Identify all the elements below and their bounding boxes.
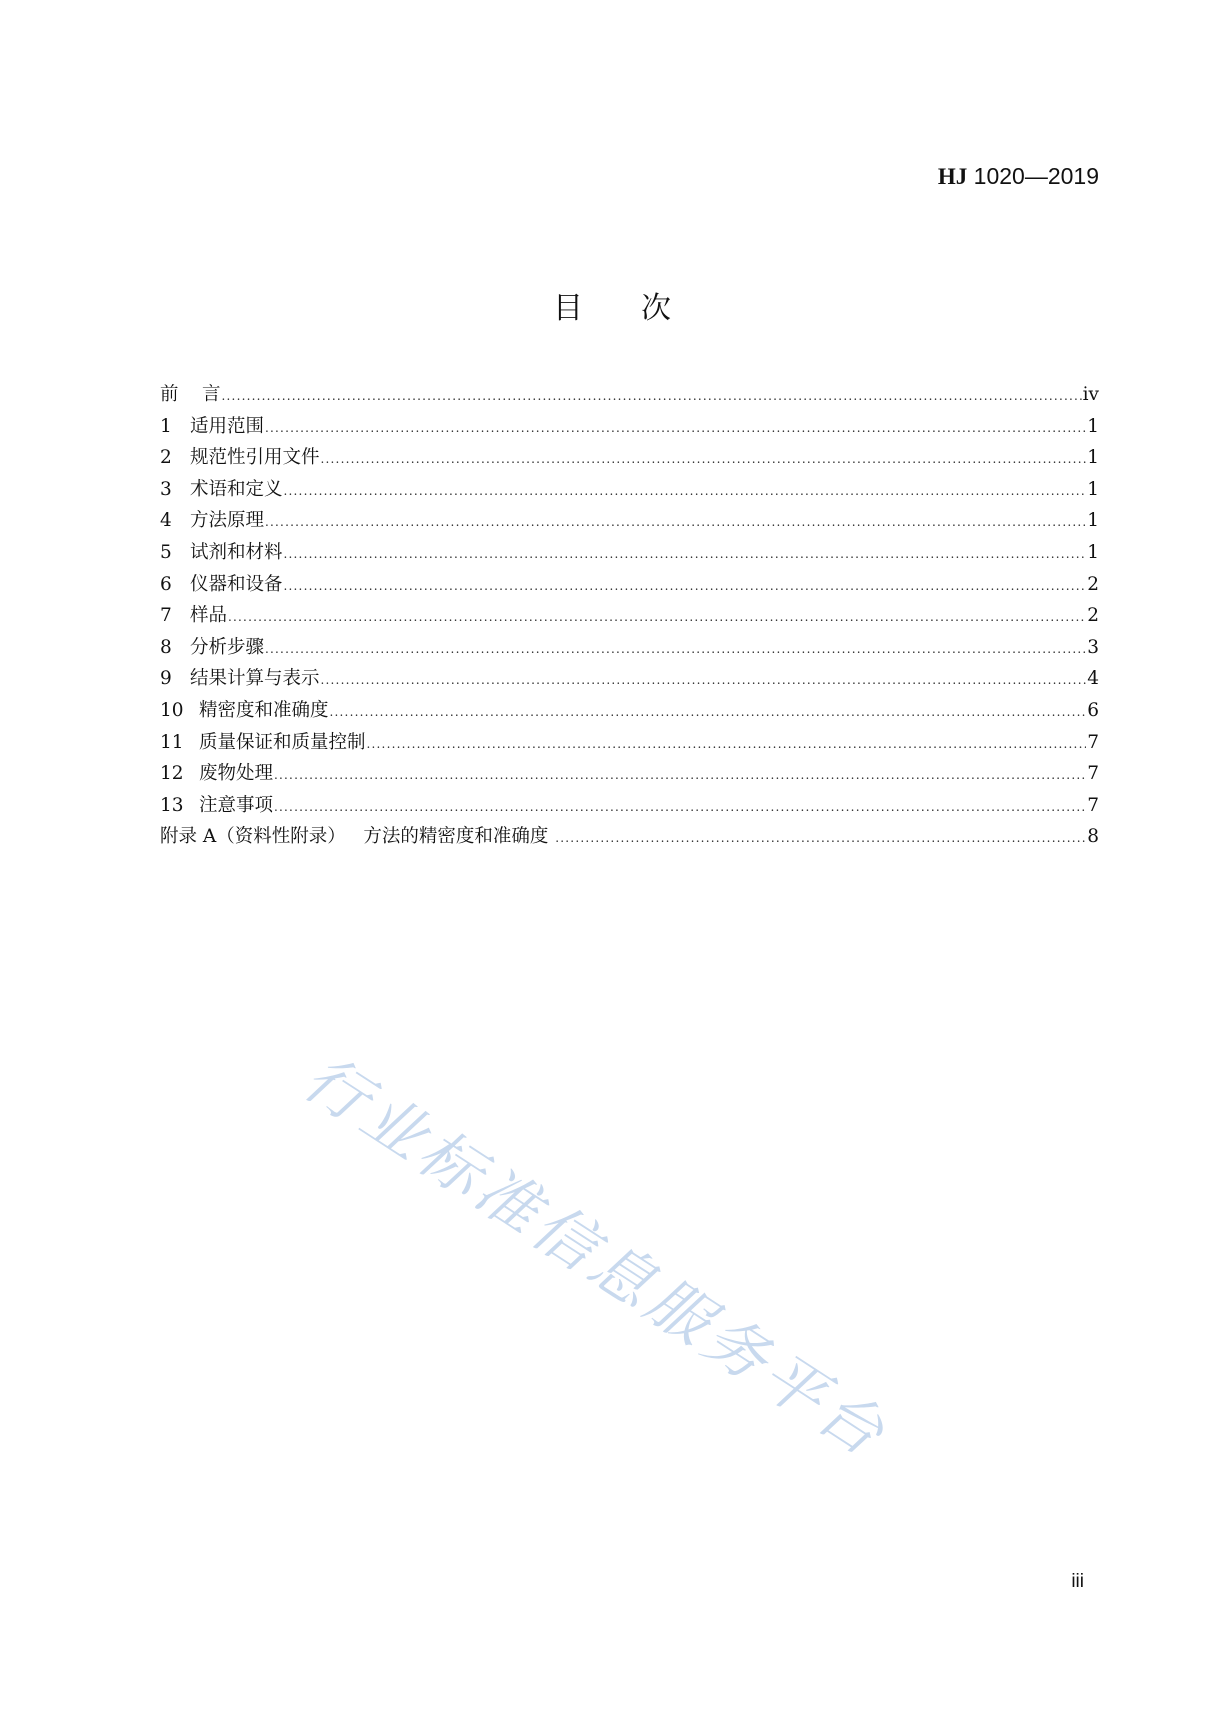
toc-leader-dots bbox=[265, 413, 1086, 445]
toc-entry-label: 废物处理 bbox=[199, 763, 274, 785]
toc-entry-label: 质量保证和质量控制 bbox=[199, 731, 366, 753]
toc-leader-dots bbox=[265, 507, 1086, 539]
toc-entry-page: 1 bbox=[1087, 541, 1099, 563]
toc-entry-label: 方法原理 bbox=[190, 510, 265, 532]
toc-entry-number: 10 bbox=[160, 699, 184, 721]
toc-leader-dots bbox=[284, 539, 1087, 571]
toc-entry-label: 适用范围 bbox=[190, 415, 265, 437]
toc-entry[interactable] bbox=[160, 442, 1099, 474]
toc-entry-page: 7 bbox=[1087, 731, 1099, 753]
toc-leader-dots bbox=[367, 729, 1087, 761]
toc-entry-label: 试剂和材料 bbox=[190, 541, 283, 563]
toc-entry-number: 11 bbox=[160, 731, 184, 753]
toc-entry-label: 附录 A（资料性附录） 方法的精密度和准确度 bbox=[160, 826, 555, 848]
page-title: 目次 bbox=[553, 291, 729, 326]
toc-entry[interactable] bbox=[160, 663, 1099, 695]
toc-leader-dots bbox=[330, 697, 1087, 729]
toc-entry-page: 2 bbox=[1087, 605, 1099, 627]
toc-entry[interactable] bbox=[160, 821, 1099, 853]
page-number: iii bbox=[1071, 1571, 1084, 1592]
toc-entry-number: 6 bbox=[160, 573, 172, 595]
toc-entry[interactable] bbox=[160, 790, 1099, 822]
toc-entry-number: 13 bbox=[160, 794, 184, 816]
toc-entry-label: 结果计算与表示 bbox=[190, 668, 320, 690]
toc-entry-page: 7 bbox=[1087, 794, 1099, 816]
toc-entry[interactable] bbox=[160, 600, 1099, 632]
toc-entry-number: 3 bbox=[160, 478, 172, 500]
standard-code-number: 1020—2019 bbox=[967, 163, 1099, 189]
toc-entry-label: 前 言 bbox=[160, 384, 221, 405]
toc-entry-page: 1 bbox=[1087, 447, 1099, 469]
toc-entry-page: 3 bbox=[1087, 636, 1099, 658]
toc-entry-page: iv bbox=[1082, 384, 1099, 405]
standard-code-prefix: HJ bbox=[937, 164, 968, 189]
toc-entry-label: 分析步骤 bbox=[190, 636, 265, 658]
toc-entry[interactable] bbox=[160, 695, 1099, 727]
toc-leader-dots bbox=[284, 476, 1087, 508]
toc-leader-dots bbox=[222, 381, 1082, 413]
toc-entry-number: 7 bbox=[160, 605, 172, 627]
toc-entry[interactable] bbox=[160, 727, 1099, 759]
toc-entry-number: 12 bbox=[160, 763, 184, 785]
toc-leader-dots bbox=[321, 665, 1087, 697]
toc-entry[interactable] bbox=[160, 632, 1099, 664]
toc-leader-dots bbox=[265, 634, 1086, 666]
toc-entry-label: 样品 bbox=[190, 605, 228, 627]
toc-entry[interactable] bbox=[160, 505, 1099, 537]
toc-entry[interactable] bbox=[160, 411, 1099, 443]
toc-entry-number: 4 bbox=[160, 510, 172, 532]
toc-leader-dots bbox=[555, 823, 1086, 855]
toc-entry[interactable] bbox=[160, 569, 1099, 601]
toc-entry-label: 仪器和设备 bbox=[190, 573, 283, 595]
toc-entry-number: 5 bbox=[160, 541, 172, 563]
toc-entry-label: 精密度和准确度 bbox=[199, 699, 329, 721]
toc-entry-label: 术语和定义 bbox=[190, 478, 283, 500]
toc-entry-page: 1 bbox=[1087, 415, 1099, 437]
toc-entry-label: 规范性引用文件 bbox=[190, 447, 320, 469]
toc-entry-page: 6 bbox=[1087, 699, 1099, 721]
toc-leader-dots bbox=[228, 602, 1086, 634]
toc-entry-page: 4 bbox=[1087, 668, 1099, 690]
toc-entry-page: 7 bbox=[1087, 763, 1099, 785]
toc-entry-page: 2 bbox=[1087, 573, 1099, 595]
toc-leader-dots bbox=[321, 444, 1087, 476]
toc-entry[interactable] bbox=[160, 537, 1099, 569]
toc-entry[interactable] bbox=[160, 379, 1099, 411]
toc-entry-number: 8 bbox=[160, 636, 172, 658]
toc-entry[interactable] bbox=[160, 758, 1099, 790]
table-of-contents bbox=[160, 379, 1099, 853]
toc-entry-label: 注意事项 bbox=[199, 794, 274, 816]
toc-leader-dots bbox=[274, 760, 1086, 792]
toc-leader-dots bbox=[274, 792, 1086, 824]
toc-entry-number: 2 bbox=[160, 447, 172, 469]
toc-entry-number: 9 bbox=[160, 668, 172, 690]
toc-leader-dots bbox=[284, 571, 1087, 603]
toc-entry-number: 1 bbox=[160, 415, 172, 437]
toc-entry[interactable] bbox=[160, 474, 1099, 506]
toc-entry-page: 8 bbox=[1087, 826, 1099, 848]
standard-code bbox=[938, 163, 1099, 190]
watermark: 行业标准信息服务平台 bbox=[291, 1040, 902, 1473]
toc-entry-page: 1 bbox=[1087, 510, 1099, 532]
toc-entry-page: 1 bbox=[1087, 478, 1099, 500]
